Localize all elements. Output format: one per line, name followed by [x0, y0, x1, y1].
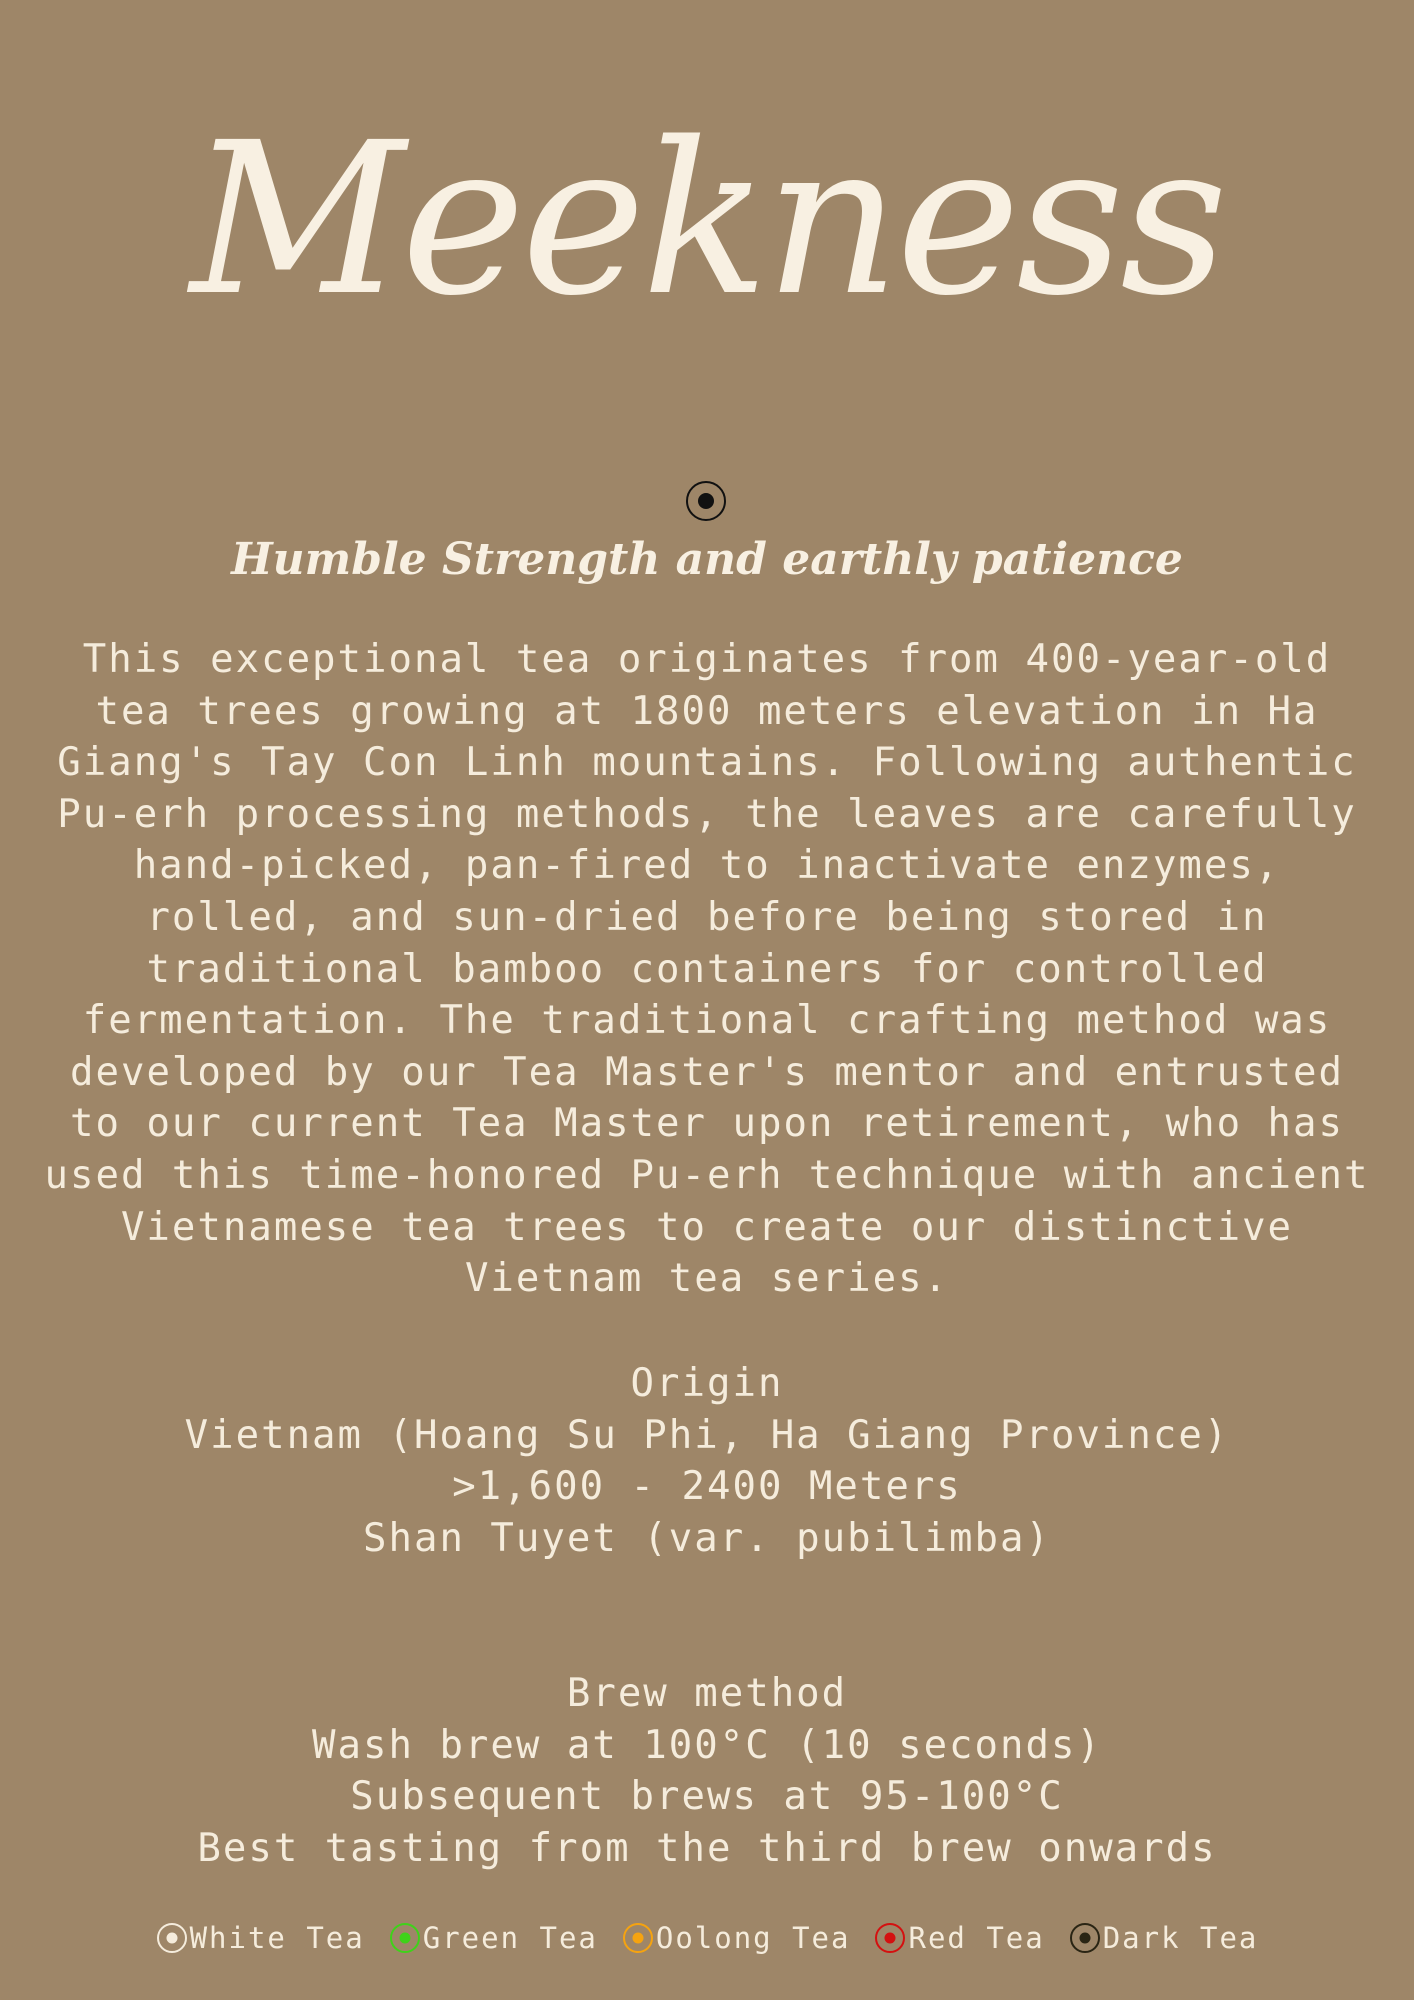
brew-step-best: Best tasting from the third brew onwards — [197, 1825, 1217, 1871]
dark-tea-dot-icon — [685, 480, 727, 522]
origin-elevation: >1,600 - 2400 Meters — [452, 1464, 962, 1510]
subtitle: Humble Strength and earthly patience — [231, 534, 1183, 585]
brew-heading: Brew method — [566, 1671, 848, 1716]
dark-tea-dot-icon — [1069, 1922, 1101, 1954]
legend-label: Red Tea — [908, 1921, 1045, 1955]
origin-section — [0, 1358, 1414, 1564]
origin-country: Vietnam (Hoang Su Phi, Ha Giang Province) — [184, 1412, 1230, 1458]
legend-label: Oolong Tea — [655, 1921, 851, 1955]
oolong-tea-dot-icon — [622, 1922, 654, 1954]
origin-heading: Origin — [630, 1361, 784, 1406]
legend-item-oolong-tea — [622, 1918, 851, 1958]
origin-cultivar: Shan Tuyet (var. pubilimba) — [363, 1515, 1051, 1561]
brew-step-wash: Wash brew at 100°C (10 seconds) — [312, 1722, 1102, 1768]
legend-label: White Tea — [189, 1921, 365, 1955]
legend-item-dark-tea — [1069, 1918, 1259, 1958]
description: This exceptional tea originates from 400-year-old tea trees growing at 1800 meters elevation in Ha Giang's Tay Con Linh mountains. Following authentic Pu-erh processing methods, the leaves are carefully hand-picked, pan-fired to inactivate enzymes, rolled, and sun-dried before being stored in traditional bamboo containers for controlled fermentation. The traditional crafting method was developed by our Tea Master's mentor and entrusted to our current Tea Master upon retirement, who has used this time-honored Pu-erh technique with ancient Vietnamese tea trees to create our distinctive Vietnam tea series. — [44, 637, 1370, 1302]
legend-item-green-tea — [389, 1918, 598, 1958]
page-title: Meekness — [190, 97, 1224, 342]
legend-label: Dark Tea — [1102, 1921, 1259, 1955]
brew-section — [0, 1668, 1414, 1874]
red-tea-dot-icon — [874, 1922, 906, 1954]
tea-type-legend — [0, 1918, 1414, 1958]
green-tea-dot-icon — [389, 1922, 421, 1954]
white-tea-dot-icon — [156, 1922, 188, 1954]
legend-label: Green Tea — [422, 1921, 598, 1955]
legend-item-white-tea — [156, 1918, 365, 1958]
brew-step-subsequent: Subsequent brews at 95-100°C — [350, 1774, 1064, 1820]
legend-item-red-tea — [874, 1918, 1044, 1958]
